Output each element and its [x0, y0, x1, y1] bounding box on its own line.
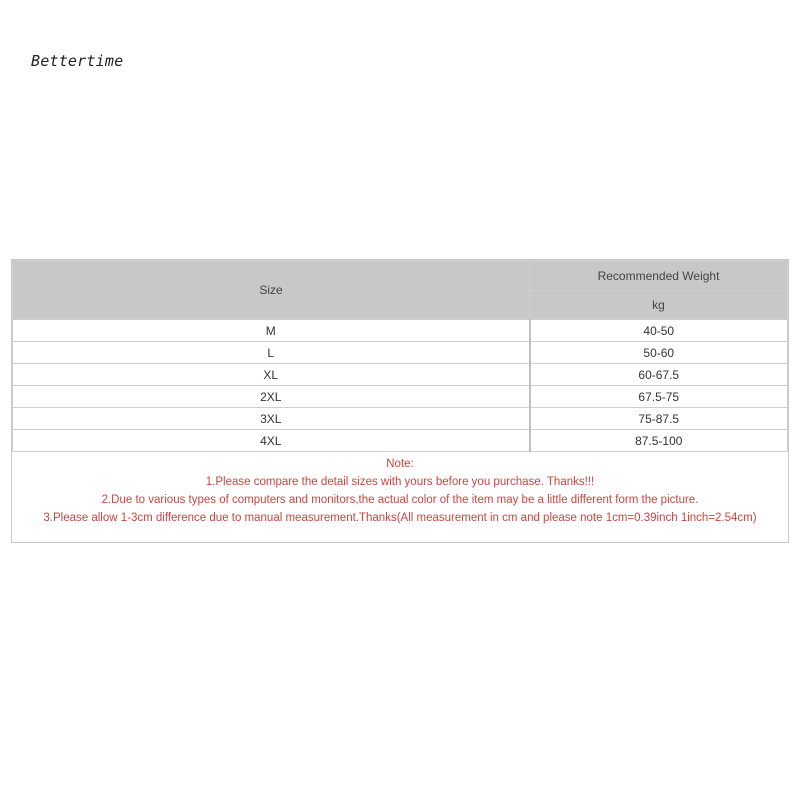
size-cell: XL	[13, 364, 530, 386]
weight-cell: 60-67.5	[530, 364, 788, 386]
weight-cell: 50-60	[530, 342, 788, 364]
note-line: 3.Please allow 1-3cm difference due to manual measurement.Thanks(All measurement in cm and please note 1cm=0.39inch 1inch=2.54cm)	[43, 512, 757, 524]
note-line: 2.Due to various types of computers and monitors,the actual color of the item may be a little different form the picture.	[101, 494, 699, 506]
weight-cell: 67.5-75	[530, 386, 788, 408]
size-table	[12, 260, 788, 452]
unit-header: kg	[530, 291, 788, 320]
note-line: 1.Please compare the detail sizes with yours before you purchase. Thanks!!!	[205, 476, 595, 488]
size-cell: 4XL	[13, 430, 530, 452]
table-row	[13, 408, 788, 430]
size-cell: 2XL	[13, 386, 530, 408]
table-row	[13, 430, 788, 452]
table-row	[13, 320, 788, 342]
weight-cell: 40-50	[530, 320, 788, 342]
weight-column-header: Recommended Weight	[530, 261, 788, 291]
notes-block	[12, 455, 788, 527]
weight-cell: 75-87.5	[530, 408, 788, 430]
size-cell: 3XL	[13, 408, 530, 430]
size-chart	[11, 259, 789, 543]
size-cell: L	[13, 342, 530, 364]
table-row	[13, 386, 788, 408]
size-cell: M	[13, 320, 530, 342]
table-row	[13, 364, 788, 386]
brand-watermark: Bettertime	[31, 52, 124, 70]
size-column-header: Size	[13, 261, 530, 320]
note-title: Note:	[386, 458, 414, 470]
table-row	[13, 342, 788, 364]
weight-cell: 87.5-100	[530, 430, 788, 452]
